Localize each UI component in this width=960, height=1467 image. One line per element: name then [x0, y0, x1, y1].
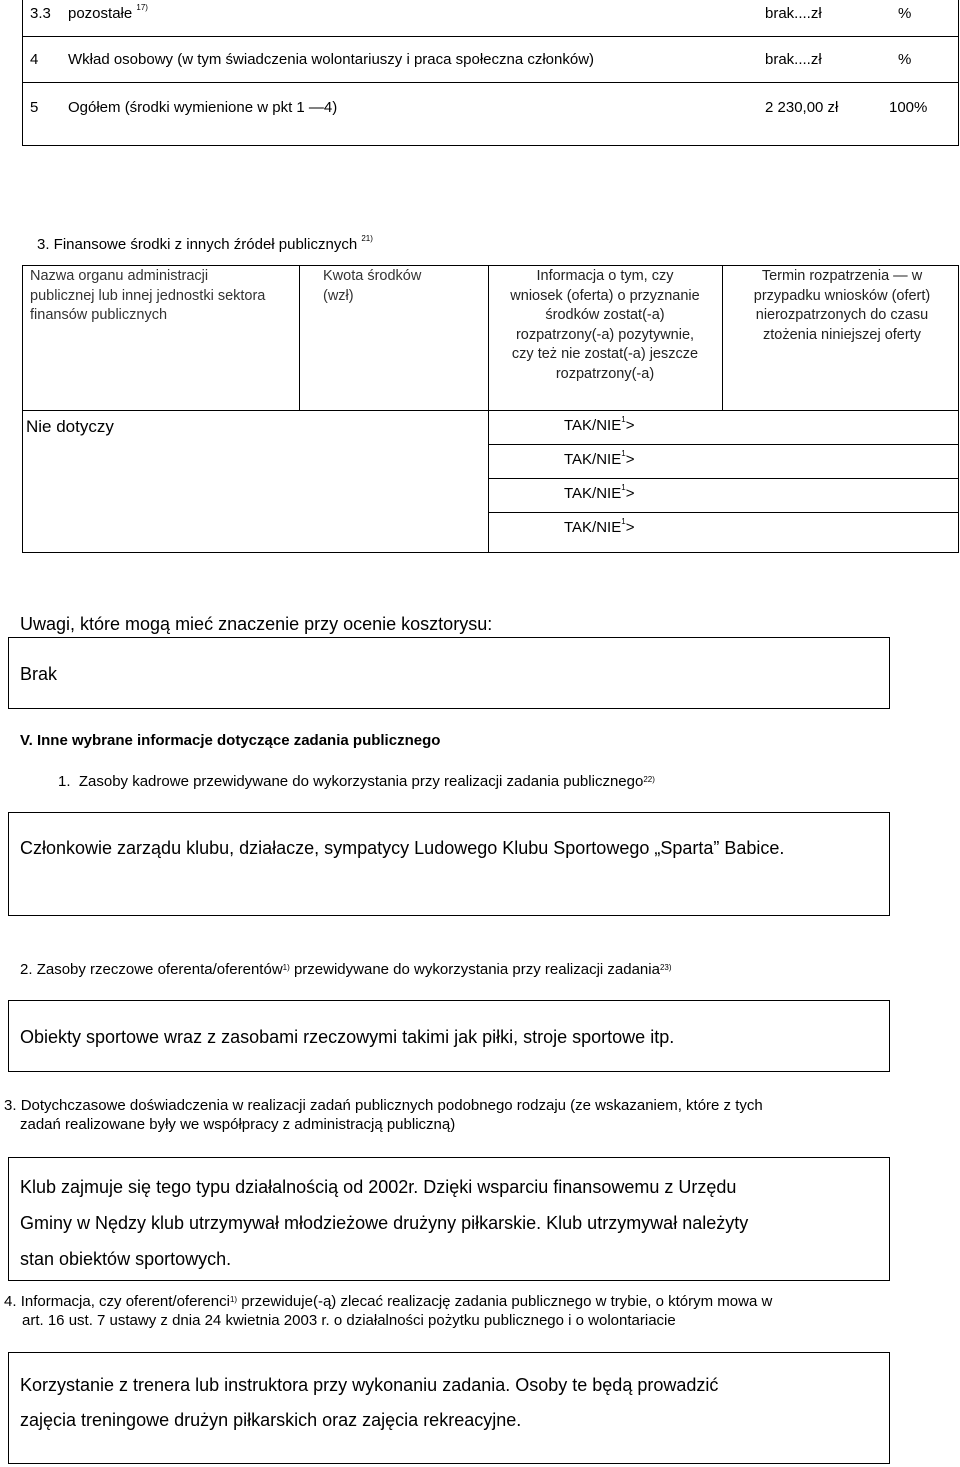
- question-3-line-2: zadań realizowane były we współpracy z administracją publiczną): [20, 1116, 456, 1133]
- answer-1: Członkowie zarządu klubu, działacze, sympatycy Ludowego Klubu Sportowego „Sparta” Babice.: [20, 838, 785, 858]
- answer-3-line-1: Klub zajmuje się tego typu działalnością od 2002r. Dzięki wsparciu finansowemu z Urzędu: [20, 1177, 737, 1197]
- col-divider: [299, 266, 300, 410]
- answer-4-line-2: zajęcia treningowe drużyn piłkarskich oraz zajęcia rekreacyjne.: [20, 1410, 522, 1430]
- row-divider: [488, 512, 958, 513]
- row-divider: [23, 36, 958, 37]
- row-divider: [23, 82, 958, 83]
- answer-2-box: [8, 1000, 890, 1072]
- budget-row-3-3-label: pozostałe $^{17)}$: [68, 3, 148, 22]
- col-divider: [722, 266, 723, 410]
- budget-row-5-percent: 100%: [889, 99, 928, 116]
- col-header-organ: Nazwa organu administracji publicznej lub innej jednostki sektora finansów publicznych: [30, 268, 266, 324]
- answer-1-box: [8, 812, 890, 916]
- budget-row-5-num: 5: [30, 99, 39, 116]
- question-4: 4. Informacja, czy oferent/oferenci$^{1)}$ przewiduje(-ą) zlecać realizację zadania publicznego w trybie, o którym mowa w: [4, 1293, 773, 1310]
- remarks-label: Uwagi, które mogą mieć znaczenie przy ocenie kosztorysu:: [20, 614, 493, 634]
- budget-row-5-amount: 2 230,00 zł: [765, 99, 839, 116]
- section-v-title: V. Inne wybrane informacje dotyczące zadania publicznego: [20, 732, 441, 749]
- row-divider: [488, 444, 958, 445]
- question-1: 1. Zasoby kadrowe przewidywane do wykorzystania przy realizacji zadania publicznego$^{22)}$: [58, 773, 655, 790]
- budget-row-4-amount: brak....zł: [765, 51, 822, 68]
- budget-row-4-label: Wkład osobowy (w tym świadczenia wolontariuszy i praca społeczna członków): [68, 51, 595, 68]
- budget-row-4-num: 4: [30, 51, 39, 68]
- budget-row-4-percent: %: [898, 51, 912, 68]
- budget-row-3-3-num: 3.3: [30, 5, 51, 22]
- answer-4-box: [8, 1352, 890, 1464]
- answer-3-line-3: stan obiektów sportowych.: [20, 1249, 232, 1269]
- col-divider: [488, 266, 489, 552]
- row-status: TAK/$NIE^1>$: [564, 517, 635, 536]
- answer-2: Obiekty sportowe wraz z zasobami rzeczowymi takimi jak piłki, stroje sportowe itp.: [20, 1027, 675, 1047]
- row-divider: [488, 478, 958, 479]
- question-4-line-2: art. 16 ust. 7 ustawy z dnia 24 kwietnia 2003 r. o działalności pożytku publicznego i o wolontariacie: [22, 1312, 676, 1329]
- budget-row-3-3-percent: %: [898, 5, 912, 22]
- first-row-name: Nie dotyczy: [26, 417, 114, 436]
- remarks-value: Brak: [20, 664, 58, 684]
- answer-4-line-1: Korzystanie z trenera lub instruktora przy wykonaniu zadania. Osoby te będą prowadzić: [20, 1375, 719, 1395]
- row-status: TAK/$NIE^1>$: [564, 415, 635, 434]
- col-header-status: Informacja o tym, czy wniosek (oferta) o przyznanie środków zostat(-a) rozpatrzony(-a) pozytywnie, czy też nie zostat(-a) jeszcze rozpatrzony(-a): [510, 268, 700, 382]
- col-header-amount: Kwota środków (wzł): [323, 268, 422, 304]
- question-2: 2. Zasoby rzeczowe oferenta/oferentów$^{1)}$ przewidywane do wykorzystania przy realizacji zadania$^{23)}$: [20, 961, 672, 978]
- row-status: TAK/$NIE^1>$: [564, 449, 635, 468]
- public-funds-title: 3. Finansowe środki z innych źródeł publicznych $^{21)}$: [37, 234, 373, 253]
- row-status: TAK/$NIE^1>$: [564, 483, 635, 502]
- budget-row-3-3-amount: brak....zł: [765, 5, 822, 22]
- col-header-deadline: Termin rozpatrzenia — w przypadku wniosków (ofert) nierozpatrzonych do czasu ztożenia niniejszej oferty: [753, 268, 931, 343]
- answer-3-line-2: Gminy w Nędzy klub utrzymywał młodzieżowe drużyny piłkarskie. Klub utrzymywał należyty: [20, 1213, 749, 1233]
- remarks-box: [8, 637, 890, 709]
- answer-3-box: [8, 1157, 890, 1281]
- budget-row-5-label: Ogółem (środki wymienione w pkt 1 —4): [68, 99, 338, 116]
- row-divider: [23, 410, 958, 411]
- question-3: 3. Dotychczasowe doświadczenia w realizacji zadań publicznych podobnego rodzaju (ze wskazaniem, które z tych: [4, 1097, 763, 1114]
